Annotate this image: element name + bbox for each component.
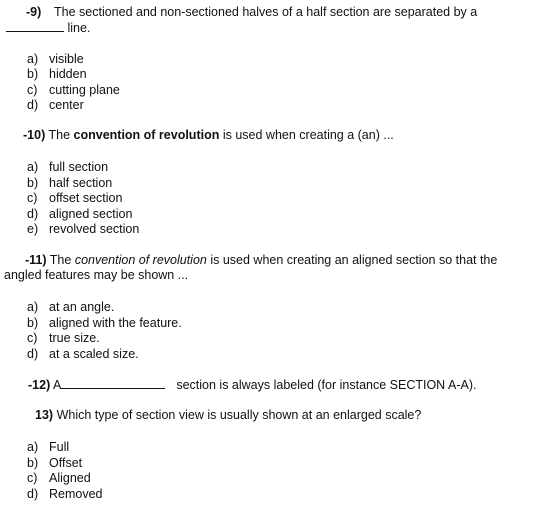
option-item[interactable]: a) full section bbox=[27, 160, 109, 174]
question-text-emphasis: convention of revolution bbox=[74, 253, 207, 267]
question-12-line1 bbox=[28, 377, 476, 394]
question-number: 13) bbox=[35, 408, 54, 422]
option-item[interactable]: c) true size. bbox=[27, 331, 100, 345]
option-item[interactable]: e) revolved section bbox=[27, 222, 140, 236]
question-text-continued: line. bbox=[67, 21, 91, 35]
option-item[interactable]: c) Aligned bbox=[27, 471, 91, 485]
question-9-line2 bbox=[6, 20, 90, 37]
question-13-line1 bbox=[35, 408, 421, 424]
question-number: -10) bbox=[23, 128, 46, 142]
option-item[interactable]: a) at an angle. bbox=[27, 300, 115, 314]
option-item[interactable]: a) visible bbox=[27, 52, 84, 66]
question-text: Which type of section view is usually shown at an enlarged scale? bbox=[56, 408, 422, 422]
option-item[interactable]: c) cutting plane bbox=[27, 83, 120, 97]
option-item[interactable]: c) offset section bbox=[27, 191, 123, 205]
question-text: is used when creating an aligned section so that the bbox=[210, 253, 498, 267]
option-item[interactable]: b) hidden bbox=[27, 67, 87, 81]
question-text: is used when creating a (an) ... bbox=[222, 128, 394, 142]
question-10-line1 bbox=[23, 128, 394, 144]
question-text: The bbox=[48, 128, 71, 142]
question-text-continued: angled features may be shown ... bbox=[4, 268, 189, 282]
option-item[interactable]: d) aligned section bbox=[27, 207, 133, 221]
option-item[interactable]: d) at a scaled size. bbox=[27, 347, 139, 361]
question-text: A bbox=[53, 378, 62, 392]
option-item[interactable]: b) aligned with the feature. bbox=[27, 316, 182, 330]
option-item[interactable]: b) half section bbox=[27, 176, 113, 190]
question-11-line2 bbox=[4, 268, 188, 284]
question-text-emphasis: convention of revolution bbox=[73, 128, 220, 142]
question-number: -11) bbox=[25, 253, 47, 267]
question-text: section is always labeled (for instance SECTION A-A). bbox=[176, 378, 477, 392]
option-item[interactable]: d) center bbox=[27, 98, 84, 112]
answer-blank[interactable] bbox=[6, 20, 64, 32]
question-number: -9) bbox=[26, 5, 42, 19]
option-item[interactable]: b) Offset bbox=[27, 456, 83, 470]
question-11-line1 bbox=[25, 253, 497, 269]
question-number: -12) bbox=[28, 378, 51, 392]
option-item[interactable]: a) Full bbox=[27, 440, 70, 454]
question-9-line1 bbox=[26, 5, 477, 21]
question-text: The sectioned and non-sectioned halves of a half section are separated by a bbox=[54, 5, 478, 19]
option-item[interactable]: d) Removed bbox=[27, 487, 103, 501]
question-text: The bbox=[49, 253, 72, 267]
answer-blank[interactable] bbox=[61, 377, 165, 389]
